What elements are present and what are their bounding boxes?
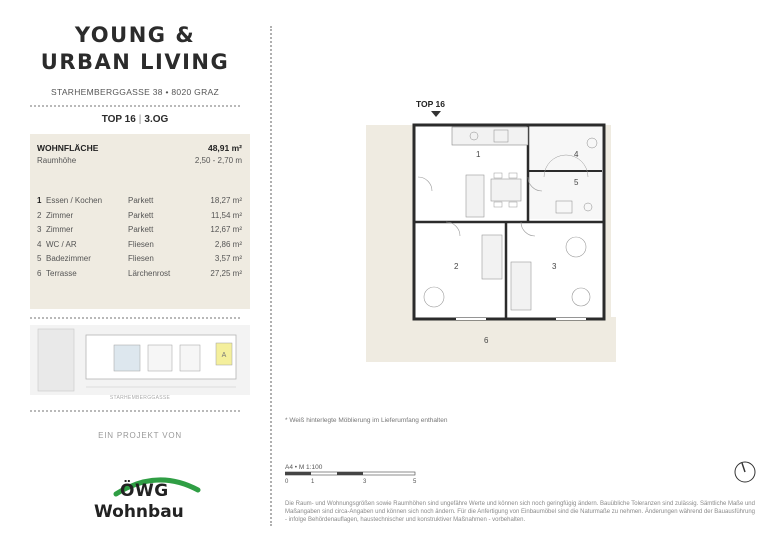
scale-caption: A4 • M 1:100 — [285, 464, 323, 471]
unit-label — [30, 114, 240, 125]
room-row — [37, 225, 242, 240]
room-name: Zimmer — [46, 225, 74, 234]
logo-text-wohnbau: Wohnbau — [94, 502, 184, 522]
room-name: Terrasse — [46, 268, 77, 278]
column-separator — [270, 26, 272, 526]
owg-logo — [90, 478, 200, 528]
scale-bar — [285, 461, 425, 491]
room-area: 2,86 m² — [214, 239, 242, 249]
raumhoehe-label: Raumhöhe — [37, 156, 77, 165]
title-line-1: YOUNG & — [74, 23, 196, 47]
room-material: Parkett — [128, 196, 154, 205]
north-arrow-icon — [734, 461, 756, 483]
wohnflaeche-row — [37, 143, 242, 153]
divider — [30, 317, 240, 319]
room-area: 18,27 m² — [210, 196, 242, 205]
unit-floor: 3.OG — [144, 114, 169, 125]
scale-tick-0: 0 — [285, 479, 289, 485]
project-address: STARHEMBERGGASSE 38 • 8020 GRAZ — [50, 87, 219, 97]
key-plan-marker: A — [221, 352, 227, 359]
floor-plan — [356, 117, 616, 367]
project-title — [30, 22, 240, 76]
room-number: 1 — [37, 196, 42, 205]
area-summary-box — [30, 134, 250, 309]
raumhoehe-value: 2,50 - 2,70 m — [194, 156, 242, 165]
room-area: 27,25 m² — [210, 268, 242, 278]
disclaimer-text: Die Raum- und Wohnungsgrößen sowie Raumhöhen sind ungefähre Werte und können sich noch geringfügig ändern. Bauübliche Toleranzen sind zulässig. Sämtliche Maße und Maßangaben sind circa-Angaben und können sich noch ändern. Für die Anfertigung von Einbaumöbel sind die Naturmaße zu nehmen. Änderungen während der Bauausführung - infolge Behördenauflagen, haustechnischer und konstruktiver Maßnahmen - vorbehalten. — [285, 501, 755, 523]
room-label-4: 4 — [574, 150, 579, 159]
divider — [30, 105, 240, 107]
scale-tick-1: 1 — [311, 479, 315, 485]
room-number: 3 — [37, 225, 42, 234]
room-label-5: 5 — [574, 178, 579, 187]
room-area: 12,67 m² — [210, 225, 242, 234]
room-name: Essen / Kochen — [46, 196, 103, 205]
key-plan — [30, 325, 250, 395]
room-row — [37, 269, 242, 284]
room-number: 6 — [37, 268, 42, 278]
wohnflaeche-label: WOHNFLÄCHE — [37, 143, 99, 153]
room-material: Fliesen — [128, 239, 154, 249]
raumhoehe-row — [37, 156, 242, 165]
room-label-6: 6 — [484, 336, 489, 345]
unit-top: TOP 16 — [101, 114, 136, 125]
room-number: 4 — [37, 239, 42, 249]
room-row — [37, 254, 242, 269]
logo-text-owg: ÖWG — [120, 481, 169, 501]
scale-tick-3: 3 — [363, 479, 367, 485]
divider — [30, 410, 240, 412]
furnishing-note: * Weiß hinterlegte Möblierung im Lieferumfang enthalten — [285, 417, 448, 424]
room-label-1: 1 — [476, 150, 481, 159]
room-label-3: 3 — [552, 262, 557, 271]
room-name: Zimmer — [46, 210, 74, 220]
plan-unit-tag: TOP 16 — [416, 99, 445, 109]
room-name: WC / AR — [46, 239, 77, 249]
room-number: 2 — [37, 210, 42, 220]
room-material: Parkett — [128, 225, 154, 234]
unit-separator: | — [138, 114, 142, 125]
room-list — [37, 196, 242, 283]
room-row — [37, 196, 242, 211]
room-number: 5 — [37, 254, 42, 263]
room-name: Badezimmer — [46, 254, 91, 263]
title-line-2: URBAN LIVING — [40, 50, 230, 74]
room-label-2: 2 — [454, 262, 459, 271]
info-panel — [0, 0, 270, 550]
room-material: Lärchenrost — [128, 268, 171, 278]
room-material: Fliesen — [128, 254, 154, 263]
scale-tick-5: 5 — [413, 479, 417, 485]
room-row — [37, 240, 242, 255]
room-area: 11,54 m² — [211, 210, 242, 220]
room-material: Parkett — [128, 210, 154, 220]
wohnflaeche-value: 48,91 m² — [207, 143, 242, 153]
project-by-label: EIN PROJEKT VON — [98, 431, 182, 440]
room-row — [37, 211, 242, 226]
room-area: 3,57 m² — [214, 254, 242, 263]
key-plan-street: STARHEMBERGGASSE — [109, 395, 171, 401]
